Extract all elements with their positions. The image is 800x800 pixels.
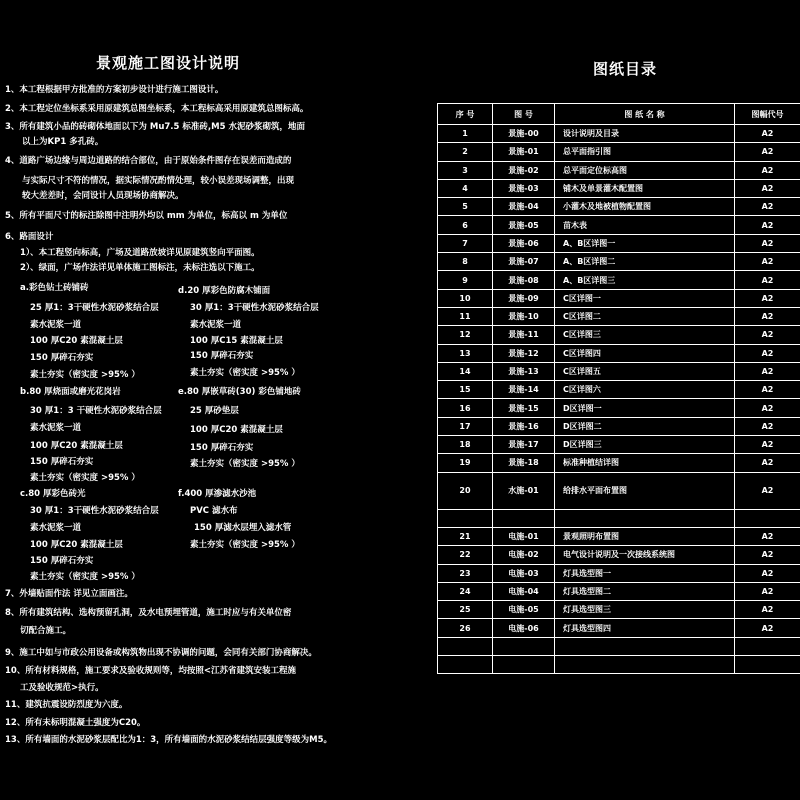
note-line: f.400 厚渗滤水沙池 <box>178 489 257 499</box>
catalog-serial <box>438 637 493 655</box>
catalog-drawing-no: 电施-04 <box>493 582 555 600</box>
catalog-drawing-no: 景施-07 <box>493 253 555 271</box>
catalog-sheet-size: A2 <box>735 546 800 564</box>
catalog-serial <box>438 509 493 527</box>
catalog-drawing-no <box>493 656 555 674</box>
catalog-sheet-size <box>735 637 800 655</box>
note-line: 1）、本工程竖向标高，广场及道路放坡详见原建筑竖向平面图。 <box>20 248 260 258</box>
catalog-drawing-name: D区详图一 <box>555 399 735 417</box>
catalog-drawing-no <box>493 637 555 655</box>
catalog-drawing-no: 景施-08 <box>493 271 555 289</box>
catalog-row <box>438 527 800 545</box>
note-line: 150 厚碎石夯实 <box>30 556 94 566</box>
catalog-drawing-name: 灯具选型图一 <box>555 564 735 582</box>
note-line: 8、所有建筑结构、选构预留孔洞，及水电预埋管道，施工时应与有关单位密 <box>5 608 292 618</box>
note-line: 2、本工程定位坐标系采用原建筑总图坐标系，本工程标高采用原建筑总图标高。 <box>5 104 309 114</box>
catalog-serial: 13 <box>438 344 493 362</box>
note-line: e.80 厚嵌草砖(30) 彩色铺地砖 <box>178 387 301 397</box>
note-line: 素水泥浆一道 <box>30 423 82 433</box>
catalog-serial: 26 <box>438 619 493 637</box>
note-line: 素土夯实（密实度 >95% ） <box>190 368 300 378</box>
note-line: 150 厚滤水层埋入滤水管 <box>194 523 292 533</box>
catalog-drawing-name: C区详图四 <box>555 344 735 362</box>
catalog-sheet-size: A2 <box>735 344 800 362</box>
note-line: 较大差差时，会同设计人员现场协商解决。 <box>22 191 184 201</box>
header-drawing-no: 图 号 <box>493 104 555 125</box>
catalog-row <box>438 564 800 582</box>
note-line: 150 厚碎石夯实 <box>30 457 94 467</box>
catalog-sheet-size: A2 <box>735 198 800 216</box>
note-line: 7、外墙贴面作法 详见立面画注。 <box>5 589 133 599</box>
catalog-serial: 8 <box>438 253 493 271</box>
drawing-catalog-table <box>437 103 800 674</box>
note-line: 素水泥浆一道 <box>30 523 82 533</box>
note-line: 工及验收规范>执行。 <box>20 683 104 693</box>
note-line: 11、建筑抗震设防烈度为六度。 <box>5 700 128 710</box>
catalog-sheet-size: A2 <box>735 399 800 417</box>
catalog-row <box>438 234 800 252</box>
catalog-drawing-name: 电气设计说明及一次接线系统图 <box>555 546 735 564</box>
note-line: 素土夯实（密实度 >95% ） <box>190 459 300 469</box>
catalog-row <box>438 362 800 380</box>
catalog-serial: 12 <box>438 326 493 344</box>
catalog-row <box>438 289 800 307</box>
note-line: 9、施工中如与市政公用设备或构筑物出现不协调的问题，会同有关部门协商解决。 <box>5 648 317 658</box>
catalog-drawing-no: 景施-03 <box>493 179 555 197</box>
catalog-drawing-name <box>555 637 735 655</box>
note-line: 25 厚1：3干硬性水泥砂浆结合层 <box>30 303 159 313</box>
catalog-drawing-name: 苗木表 <box>555 216 735 234</box>
catalog-drawing-no <box>493 509 555 527</box>
catalog-serial <box>438 656 493 674</box>
catalog-header-row <box>438 104 800 125</box>
catalog-drawing-name: D区详图二 <box>555 417 735 435</box>
catalog-serial: 25 <box>438 601 493 619</box>
catalog-sheet-size: A2 <box>735 472 800 509</box>
catalog-sheet-size: A2 <box>735 161 800 179</box>
catalog-row <box>438 381 800 399</box>
catalog-sheet-size: A2 <box>735 601 800 619</box>
catalog-drawing-name: A、B区详图二 <box>555 253 735 271</box>
catalog-serial: 24 <box>438 582 493 600</box>
note-line: b.80 厚烧面或磨光花岗岩 <box>20 387 121 397</box>
catalog-serial: 22 <box>438 546 493 564</box>
catalog-row <box>438 656 800 674</box>
note-line: a.彩色钻土砖铺砖 <box>20 283 89 293</box>
catalog-row <box>438 546 800 564</box>
catalog-row <box>438 509 800 527</box>
note-line: 100 厚C20 素混凝土层 <box>30 540 123 550</box>
header-drawing-name: 图 纸 名 称 <box>555 104 735 125</box>
catalog-sheet-size: A2 <box>735 527 800 545</box>
note-line: 150 厚碎石夯实 <box>30 353 94 363</box>
note-line: 100 厚C20 素混凝土层 <box>190 425 283 435</box>
note-line: 10、所有材料规格，施工要求及验收规则等，均按照<江苏省建筑安装工程施 <box>5 666 296 676</box>
note-line: 150 厚碎石夯实 <box>190 351 254 361</box>
catalog-serial: 16 <box>438 399 493 417</box>
note-line: 2）、绿面，广场作法详见单体施工图标注，未标注选以下施工。 <box>20 263 260 273</box>
note-line: c.80 厚彩色砖光 <box>20 489 86 499</box>
note-line: 5、所有平面尺寸的标注除图中注明外均以 mm 为单位，标高以 m 为单位 <box>5 211 288 221</box>
catalog-row <box>438 161 800 179</box>
catalog-drawing-no: 电施-05 <box>493 601 555 619</box>
catalog-drawing-no: 电施-06 <box>493 619 555 637</box>
catalog-serial: 6 <box>438 216 493 234</box>
catalog-drawing-name: 设计说明及目录 <box>555 125 735 143</box>
catalog-drawing-name: 灯具选型图四 <box>555 619 735 637</box>
catalog-drawing-name: C区详图六 <box>555 381 735 399</box>
catalog-drawing-no: 景施-01 <box>493 143 555 161</box>
catalog-row <box>438 454 800 472</box>
catalog-row <box>438 216 800 234</box>
catalog-drawing-no: 景施-10 <box>493 307 555 325</box>
catalog-sheet-size: A2 <box>735 564 800 582</box>
catalog-drawing-name: D区详图三 <box>555 436 735 454</box>
catalog-drawing-no: 水施-01 <box>493 472 555 509</box>
catalog-drawing-no: 景施-11 <box>493 326 555 344</box>
catalog-drawing-name: 总平面指引图 <box>555 143 735 161</box>
catalog-drawing-name: 铺木及单景灌木配置图 <box>555 179 735 197</box>
catalog-serial: 15 <box>438 381 493 399</box>
note-line: 30 厚1：3干硬性水泥砂浆结合层 <box>190 303 319 313</box>
catalog-drawing-name: 总平面定位标高图 <box>555 161 735 179</box>
catalog-serial: 2 <box>438 143 493 161</box>
catalog-row <box>438 326 800 344</box>
note-line: 100 厚C20 素混凝土层 <box>30 336 123 346</box>
note-line: 100 厚C15 素混凝土层 <box>190 336 283 346</box>
catalog-serial: 20 <box>438 472 493 509</box>
note-line: 6、路面设计 <box>5 232 54 242</box>
note-line: PVC 滤水布 <box>190 506 238 516</box>
catalog-drawing-no: 景施-18 <box>493 454 555 472</box>
note-line: d.20 厚彩色防腐木铺面 <box>178 286 271 296</box>
catalog-drawing-no: 电施-02 <box>493 546 555 564</box>
catalog-row <box>438 582 800 600</box>
catalog-serial: 10 <box>438 289 493 307</box>
catalog-sheet-size: A2 <box>735 289 800 307</box>
catalog-sheet-size: A2 <box>735 271 800 289</box>
note-line: 素土夯实（密实度 >95% ） <box>30 473 140 483</box>
note-line: 素土夯实（密实度 >95% ） <box>30 572 140 582</box>
catalog-row <box>438 436 800 454</box>
note-line: 素水泥浆一道 <box>30 320 82 330</box>
catalog-sheet-size: A2 <box>735 253 800 271</box>
catalog-drawing-name: 灯具选型图三 <box>555 601 735 619</box>
catalog-row <box>438 472 800 509</box>
catalog-drawing-name <box>555 656 735 674</box>
catalog-serial: 21 <box>438 527 493 545</box>
note-line: 以上为KP1 多孔砖。 <box>22 137 104 147</box>
catalog-sheet-size: A2 <box>735 436 800 454</box>
note-line: 切配合施工。 <box>20 626 72 636</box>
catalog-drawing-no: 景施-15 <box>493 399 555 417</box>
catalog-drawing-name: 给排水平面布置图 <box>555 472 735 509</box>
note-line: 1、本工程根据甲方批准的方案初步设计进行施工图设计。 <box>5 85 224 95</box>
catalog-serial: 23 <box>438 564 493 582</box>
catalog-row <box>438 143 800 161</box>
catalog-drawing-name: 景观照明布置图 <box>555 527 735 545</box>
note-line: 30 厚1：3 干硬性水泥砂浆结合层 <box>30 406 162 416</box>
catalog-sheet-size: A2 <box>735 619 800 637</box>
note-line: 150 厚碎石夯实 <box>190 443 254 453</box>
note-line: 13、所有墙面的水泥砂浆层配比为1：3，所有墙面的水泥砂浆结结层强度等级为M5。 <box>5 735 333 745</box>
catalog-serial: 17 <box>438 417 493 435</box>
catalog-drawing-no: 景施-12 <box>493 344 555 362</box>
catalog-serial: 14 <box>438 362 493 380</box>
catalog-serial: 4 <box>438 179 493 197</box>
catalog-row <box>438 271 800 289</box>
header-sheet-size: 图幅代号 <box>735 104 800 125</box>
catalog-serial: 5 <box>438 198 493 216</box>
catalog-row <box>438 179 800 197</box>
catalog-sheet-size <box>735 656 800 674</box>
catalog-drawing-no: 景施-00 <box>493 125 555 143</box>
catalog-drawing-name: A、B区详图一 <box>555 234 735 252</box>
catalog-sheet-size: A2 <box>735 454 800 472</box>
catalog-sheet-size: A2 <box>735 582 800 600</box>
catalog-sheet-size: A2 <box>735 307 800 325</box>
catalog-row <box>438 417 800 435</box>
catalog-drawing-name: C区详图五 <box>555 362 735 380</box>
catalog-sheet-size: A2 <box>735 179 800 197</box>
drawing-catalog-title: 图纸目录 <box>593 60 658 78</box>
catalog-drawing-no: 景施-04 <box>493 198 555 216</box>
catalog-row <box>438 601 800 619</box>
catalog-row <box>438 125 800 143</box>
catalog-drawing-no: 电施-03 <box>493 564 555 582</box>
catalog-row <box>438 619 800 637</box>
note-line: 3、所有建筑小品的砖砌体地面以下为 Mu7.5 标准砖,M5 水泥砂浆砌筑，地面 <box>5 122 305 132</box>
catalog-drawing-name: A、B区详图三 <box>555 271 735 289</box>
catalog-sheet-size: A2 <box>735 125 800 143</box>
catalog-sheet-size: A2 <box>735 216 800 234</box>
note-line: 100 厚C20 素混凝土层 <box>30 441 123 451</box>
header-serial: 序 号 <box>438 104 493 125</box>
catalog-drawing-no: 景施-06 <box>493 234 555 252</box>
catalog-row <box>438 399 800 417</box>
catalog-sheet-size <box>735 509 800 527</box>
catalog-row <box>438 307 800 325</box>
catalog-drawing-name: C区详图三 <box>555 326 735 344</box>
catalog-serial: 18 <box>438 436 493 454</box>
catalog-serial: 1 <box>438 125 493 143</box>
catalog-row <box>438 344 800 362</box>
catalog-drawing-no: 景施-05 <box>493 216 555 234</box>
catalog-drawing-no: 景施-16 <box>493 417 555 435</box>
note-line: 素土夯实（密实度 >95% ） <box>30 370 140 380</box>
note-line: 素水泥浆一道 <box>190 320 242 330</box>
catalog-drawing-name: 小灌木及地被植物配置图 <box>555 198 735 216</box>
catalog-drawing-name: 标准种植结详图 <box>555 454 735 472</box>
note-line: 12、所有未标明混凝土强度为C20。 <box>5 718 146 728</box>
catalog-serial: 3 <box>438 161 493 179</box>
design-notes-title: 景观施工图设计说明 <box>96 54 241 72</box>
note-line: 素土夯实（密实度 >95% ） <box>190 540 300 550</box>
note-line: 25 厚砂垫层 <box>190 406 239 416</box>
catalog-drawing-no: 景施-13 <box>493 362 555 380</box>
catalog-drawing-no: 景施-14 <box>493 381 555 399</box>
note-line: 4、道路广场边缘与周边道路的结合部位，由于原始条件图存在误差而造成的 <box>5 156 292 166</box>
catalog-sheet-size: A2 <box>735 417 800 435</box>
catalog-serial: 9 <box>438 271 493 289</box>
catalog-drawing-no: 景施-17 <box>493 436 555 454</box>
catalog-sheet-size: A2 <box>735 234 800 252</box>
catalog-drawing-name <box>555 509 735 527</box>
catalog-row <box>438 637 800 655</box>
catalog-serial: 7 <box>438 234 493 252</box>
catalog-row <box>438 198 800 216</box>
catalog-drawing-name: 灯具选型图二 <box>555 582 735 600</box>
note-line: 与实际尺寸不符的情况，据实际情况酌情处理，较小误差现场调整，出现 <box>22 176 295 186</box>
catalog-row <box>438 253 800 271</box>
catalog-drawing-name: C区详图一 <box>555 289 735 307</box>
note-line: 30 厚1：3干硬性水泥砂浆结合层 <box>30 506 159 516</box>
catalog-sheet-size: A2 <box>735 381 800 399</box>
catalog-sheet-size: A2 <box>735 143 800 161</box>
catalog-sheet-size: A2 <box>735 362 800 380</box>
catalog-drawing-no: 景施-09 <box>493 289 555 307</box>
catalog-serial: 19 <box>438 454 493 472</box>
catalog-serial: 11 <box>438 307 493 325</box>
catalog-drawing-no: 电施-01 <box>493 527 555 545</box>
catalog-sheet-size: A2 <box>735 326 800 344</box>
catalog-drawing-name: C区详图二 <box>555 307 735 325</box>
catalog-drawing-no: 景施-02 <box>493 161 555 179</box>
